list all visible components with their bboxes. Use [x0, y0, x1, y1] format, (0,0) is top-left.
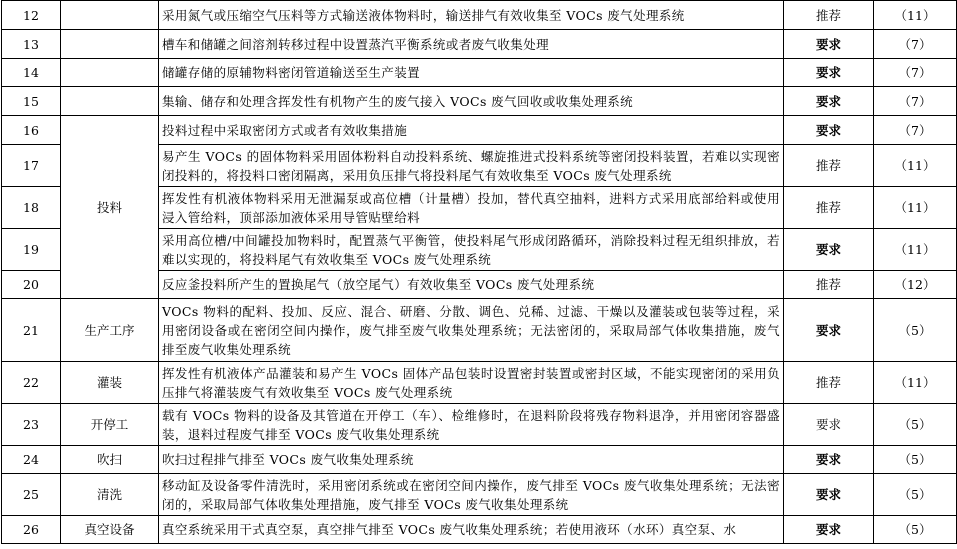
- category-purging: 吹扫: [61, 446, 159, 474]
- category-cleaning: 清洗: [61, 474, 159, 516]
- measure-description: 槽车和储罐之间溶剂转移过程中设置蒸汽平衡系统或者废气收集处理: [159, 30, 784, 59]
- category-vacuum: 真空设备: [61, 516, 159, 544]
- requirement-level: 要求: [784, 474, 874, 516]
- row-number: 21: [2, 299, 61, 362]
- table-row: [2, 299, 957, 362]
- requirement-level: 要求: [784, 116, 874, 145]
- reference-number: （5）: [874, 446, 957, 474]
- row-number: 17: [2, 145, 61, 187]
- requirement-level: 要求: [784, 404, 874, 446]
- category-startstop: 开停工: [61, 404, 159, 446]
- reference-number: （5）: [874, 299, 957, 362]
- row-number: 26: [2, 516, 61, 544]
- requirement-level: 推荐: [784, 362, 874, 404]
- requirement-level: 推荐: [784, 1, 874, 30]
- row-number: 22: [2, 362, 61, 404]
- row-number: 24: [2, 446, 61, 474]
- reference-number: （11）: [874, 145, 957, 187]
- measure-description: 集输、储存和处理含挥发性有机物产生的废气接入 VOCs 废气回收或收集处理系统: [159, 87, 784, 116]
- requirement-level: 要求: [784, 446, 874, 474]
- requirement-level: 要求: [784, 299, 874, 362]
- row-number: 14: [2, 59, 61, 87]
- table-row: [2, 30, 957, 59]
- table-row: [2, 59, 957, 87]
- reference-number: （11）: [874, 362, 957, 404]
- requirement-level: 要求: [784, 87, 874, 116]
- reference-number: （7）: [874, 116, 957, 145]
- measure-description: 挥发性有机液体产品灌装和易产生 VOCs 固体产品包装时设置密封装置或密封区域，不能实现密闭的采用负压排气将灌装废气有效收集至 VOCs 废气处理系统: [159, 362, 784, 404]
- measure-description: 挥发性有机液体物料采用无泄漏泵或高位槽（计量槽）投加，替代真空抽料，进料方式采用底部给料或使用浸入管给料，顶部添加液体采用导管贴壁给料: [159, 187, 784, 229]
- measure-description: VOCs 物料的配料、投加、反应、混合、研磨、分散、调色、兑稀、过滤、干燥以及灌装或包装等过程，采用密闭设备或在密闭空间内操作，废气排至废气收集处理系统；无法密闭的，采取局部气体收集措施，废气排至废气收集处理系统: [159, 299, 784, 362]
- reference-number: （7）: [874, 87, 957, 116]
- measure-description: 采用氮气或压缩空气压料等方式输送液体物料时，输送排气有效收集至 VOCs 废气处理系统: [159, 1, 784, 30]
- reference-number: （5）: [874, 474, 957, 516]
- row-number: 13: [2, 30, 61, 59]
- measure-description: 储罐存储的原辅物料密闭管道输送至生产装置: [159, 59, 784, 87]
- category-filling: 灌装: [61, 362, 159, 404]
- measure-description: 真空系统采用干式真空泵，真空排气排至 VOCs 废气收集处理系统；若使用液环（水环）真空泵、水: [159, 516, 784, 544]
- measure-description: 投料过程中采取密闭方式或者有效收集措施: [159, 116, 784, 145]
- category-cell-empty: [61, 30, 159, 59]
- reference-number: （5）: [874, 516, 957, 544]
- table-row: [2, 446, 957, 474]
- category-cell-empty: [61, 87, 159, 116]
- category-production: 生产工序: [61, 299, 159, 362]
- row-number: 20: [2, 271, 61, 299]
- requirement-level: 推荐: [784, 187, 874, 229]
- requirement-level: 推荐: [784, 145, 874, 187]
- requirement-level: 要求: [784, 30, 874, 59]
- requirement-level: 要求: [784, 59, 874, 87]
- reference-number: （11）: [874, 187, 957, 229]
- row-number: 15: [2, 87, 61, 116]
- table-row: [2, 362, 957, 404]
- row-number: 18: [2, 187, 61, 229]
- measure-description: 移动缸及设备零件清洗时，采用密闭系统或在密闭空间内操作，废气排至 VOCs 废气收集处理系统；无法密闭的，采取局部气体收集处理措施，废气排至 VOCs 废气收集处理系统: [159, 474, 784, 516]
- row-number: 23: [2, 404, 61, 446]
- reference-number: （12）: [874, 271, 957, 299]
- requirement-level: 推荐: [784, 271, 874, 299]
- row-number: 19: [2, 229, 61, 271]
- category-cell-empty: [61, 59, 159, 87]
- row-number: 16: [2, 116, 61, 145]
- table-row: [2, 516, 957, 544]
- table-row: [2, 116, 957, 145]
- measure-description: 采用高位槽/中间罐投加物料时，配置蒸气平衡管，使投料尾气形成闭路循环，消除投料过程无组织排放，若难以实现的，将投料尾气有效收集至 VOCs 废气处理系统: [159, 229, 784, 271]
- table-row: [2, 1, 957, 30]
- requirement-level: 要求: [784, 516, 874, 544]
- measure-description: 易产生 VOCs 的固体物料采用固体粉料自动投料系统、螺旋推进式投料系统等密闭投料装置，若难以实现密闭投料的，将投料口密闭隔离，采用负压排气将投料尾气有效收集至 VOCs 废气处理系统: [159, 145, 784, 187]
- table-row: [2, 404, 957, 446]
- measure-description: 载有 VOCs 物料的设备及其管道在开停工（车）、检维修时，在退料阶段将残存物料退净，并用密闭容器盛装，退料过程废气排至 VOCs 废气收集处理系统: [159, 404, 784, 446]
- measure-description: 反应釜投料所产生的置换尾气（放空尾气）有效收集至 VOCs 废气处理系统: [159, 271, 784, 299]
- category-cell-empty: [61, 1, 159, 30]
- reference-number: （11）: [874, 1, 957, 30]
- measure-description: 吹扫过程排气排至 VOCs 废气收集处理系统: [159, 446, 784, 474]
- table-row: [2, 87, 957, 116]
- reference-number: （11）: [874, 229, 957, 271]
- vocs-measures-table: [1, 0, 957, 544]
- reference-number: （5）: [874, 404, 957, 446]
- row-number: 12: [2, 1, 61, 30]
- reference-number: （7）: [874, 59, 957, 87]
- requirement-level: 要求: [784, 229, 874, 271]
- reference-number: （7）: [874, 30, 957, 59]
- row-number: 25: [2, 474, 61, 516]
- category-feeding: 投料: [61, 116, 159, 299]
- table-row: [2, 474, 957, 516]
